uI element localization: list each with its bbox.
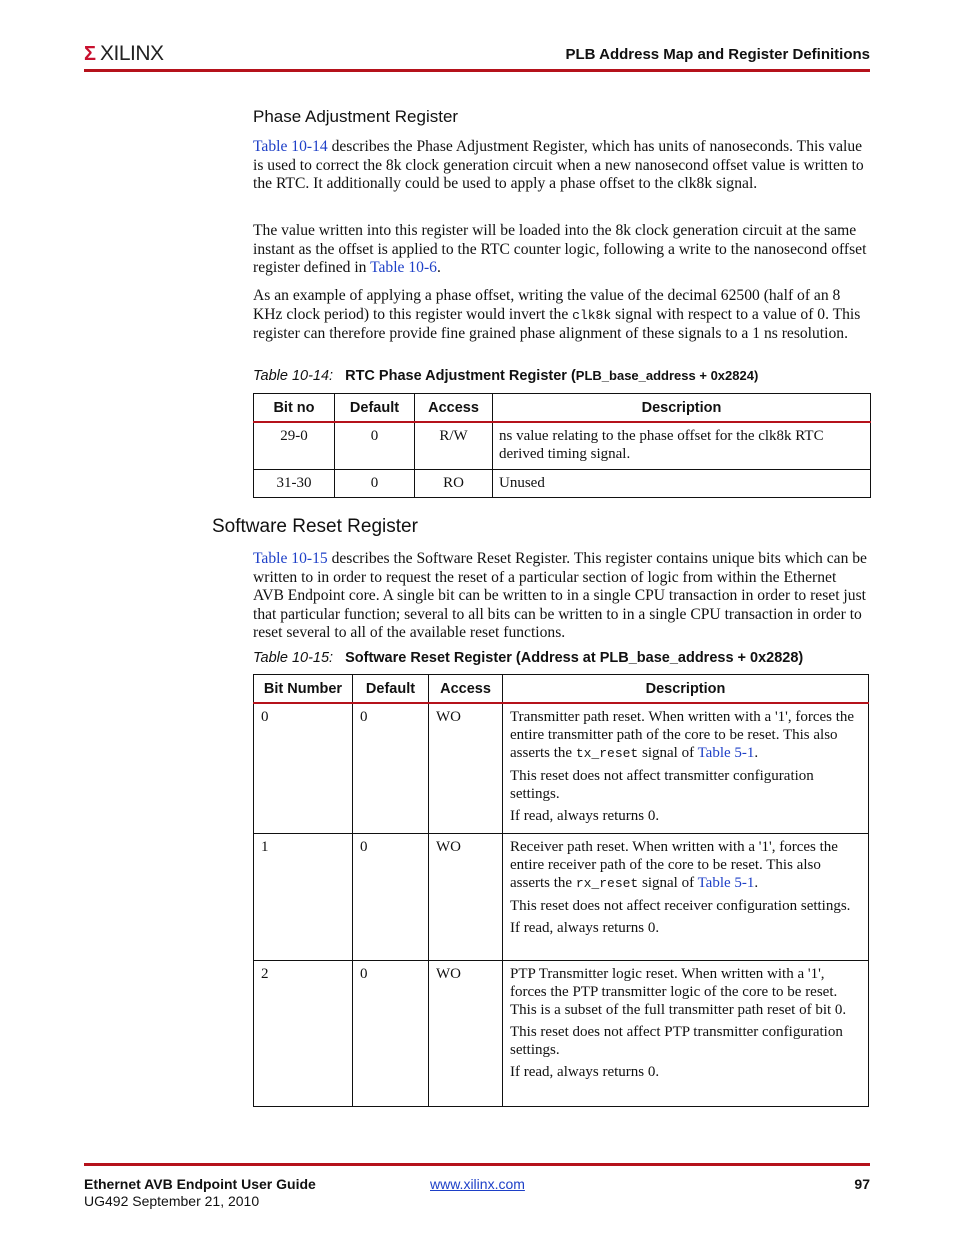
text: . [436, 259, 441, 277]
caption-label: Table 10-14: [253, 368, 334, 384]
column-header: Access [415, 394, 493, 423]
table-row [254, 834, 869, 961]
code: tx_reset [575, 746, 639, 761]
table-link[interactable]: Table 10-6 [370, 259, 437, 277]
cell: WO [429, 834, 503, 961]
text: . [754, 745, 759, 761]
paragraph [253, 287, 869, 344]
cell: RO [415, 469, 493, 497]
cell: 1 [254, 834, 353, 961]
footer-url-link[interactable]: www.xilinx.com [430, 1176, 525, 1192]
text: PTP Transmitter logic reset. When written with a '1', forces the PTP transmitter logic of the core to be reset. This is a subset of the full transmitter path reset of bit 0. [510, 966, 847, 1018]
cell: 0 [353, 961, 429, 1107]
cell: Unused [493, 469, 871, 497]
code: clk8k [572, 307, 612, 323]
text: describes the Software Reset Register. This register contains unique bits which can be written to in order to request the reset of a particular section of logic from within the Ethernet AVB Endpoint core. A single bit can be written to in a single CPU transaction in order to reset just that particular function; several to all bits can be written to in a single CPU transaction in order to reset several to all of the available reset functions. [253, 550, 867, 642]
paragraph [253, 222, 869, 278]
text [510, 708, 861, 763]
text: Receiver path reset. When written with a '1', forces the entire receiver path of the core to be reset. This also asserts the [510, 839, 838, 891]
cell: R/W [415, 422, 493, 469]
phase-adjustment-table [253, 393, 871, 498]
text: This reset does not affect receiver configuration settings. [510, 898, 851, 914]
cell: 0 [353, 834, 429, 961]
footer-doc-title: Ethernet AVB Endpoint User Guide [84, 1176, 316, 1192]
cell: 29-0 [254, 422, 335, 469]
table-header-row [254, 675, 869, 704]
column-header: Description [493, 394, 871, 423]
caption-title: Software Reset Register (Address at PLB_base_address + 0x2828) [345, 650, 804, 666]
cell: 0 [353, 703, 429, 834]
table-caption [253, 368, 758, 384]
column-header: Access [429, 675, 503, 704]
column-header: Bit Number [254, 675, 353, 704]
footer-doc-id: UG492 September 21, 2010 [84, 1193, 260, 1209]
table-header-row [254, 394, 871, 423]
table-row [254, 961, 869, 1107]
cell: WO [429, 703, 503, 834]
text: This reset does not affect PTP transmitter configuration settings. [510, 1024, 843, 1058]
paragraph [253, 550, 869, 643]
page-number: 97 [854, 1176, 870, 1192]
cell: 0 [335, 469, 415, 497]
caption-label: Table 10-15: [253, 650, 334, 666]
table-link[interactable]: Table 10-15 [253, 550, 328, 567]
text: If read, always returns 0. [510, 920, 660, 936]
caption-title: RTC Phase Adjustment Register ( [345, 368, 576, 384]
code: rx_reset [575, 876, 639, 891]
cell: WO [429, 961, 503, 1107]
text: describes the Phase Adjustment Register, which has units of nanoseconds. This value is used to correct the 8k clock generation circuit when a new nanosecond offset value is written to the RTC. It additionally could be used to apply a phase offset to the clk8k signal. [253, 138, 864, 193]
description-cell [503, 961, 869, 1107]
text: Transmitter path reset. When written with a '1', forces the entire transmitter path of the core to be reset. This also asserts the [510, 709, 855, 761]
software-reset-table [253, 674, 869, 1107]
cell: 2 [254, 961, 353, 1107]
text: If read, always returns 0. [510, 1064, 660, 1080]
text: This reset does not affect transmitter configuration settings. [510, 768, 814, 802]
table-row [254, 422, 871, 469]
text: The value written into this register will be loaded into the 8k clock generation circuit at the same instant as the offset is applied to the RTC counter logic, following a write to the nanosecond offset register defined in [253, 222, 867, 277]
column-header: Bit no [254, 394, 335, 423]
table-caption [253, 650, 803, 666]
text: . [754, 875, 759, 891]
text: signal with respect to a value of 0. This register can therefore provide fine grained phase alignment of these signals to a 1 ns resolution. [253, 305, 861, 343]
column-header: Default [353, 675, 429, 704]
column-header: Description [503, 675, 869, 704]
header-title: PLB Address Map and Register Definitions [565, 46, 870, 63]
text: signal of [638, 875, 698, 891]
section-heading-phase: Phase Adjustment Register [253, 107, 459, 126]
section-heading-reset: Software Reset Register [212, 516, 418, 537]
logo-text: XILINX [100, 42, 164, 65]
description-cell [503, 834, 869, 961]
xilinx-logo-icon: Σ [84, 42, 97, 65]
cell: 31-30 [254, 469, 335, 497]
caption-title-small: PLB_base_address + 0x2824) [575, 368, 759, 383]
text [510, 838, 861, 893]
column-header: Default [335, 394, 415, 423]
cell: ns value relating to the phase offset for the clk8k RTC derived timing signal. [493, 422, 871, 469]
text: signal of [638, 745, 698, 761]
paragraph [253, 138, 869, 194]
text: If read, always returns 0. [510, 808, 660, 824]
text: As an example of applying a phase offset, writing the value of the decimal 62500 (half of an 8 KHz clock period) to this register would invert the [253, 287, 841, 323]
footer-rule [84, 1163, 870, 1166]
table-row [254, 469, 871, 497]
table-link[interactable]: Table 10-14 [253, 138, 328, 155]
description-cell [503, 703, 869, 834]
cell: 0 [254, 703, 353, 834]
header-rule [84, 69, 870, 72]
cell: 0 [335, 422, 415, 469]
table-link[interactable]: Table 5-1 [697, 745, 755, 761]
table-row [254, 703, 869, 834]
table-link[interactable]: Table 5-1 [697, 875, 755, 891]
xilinx-logo [84, 42, 164, 66]
